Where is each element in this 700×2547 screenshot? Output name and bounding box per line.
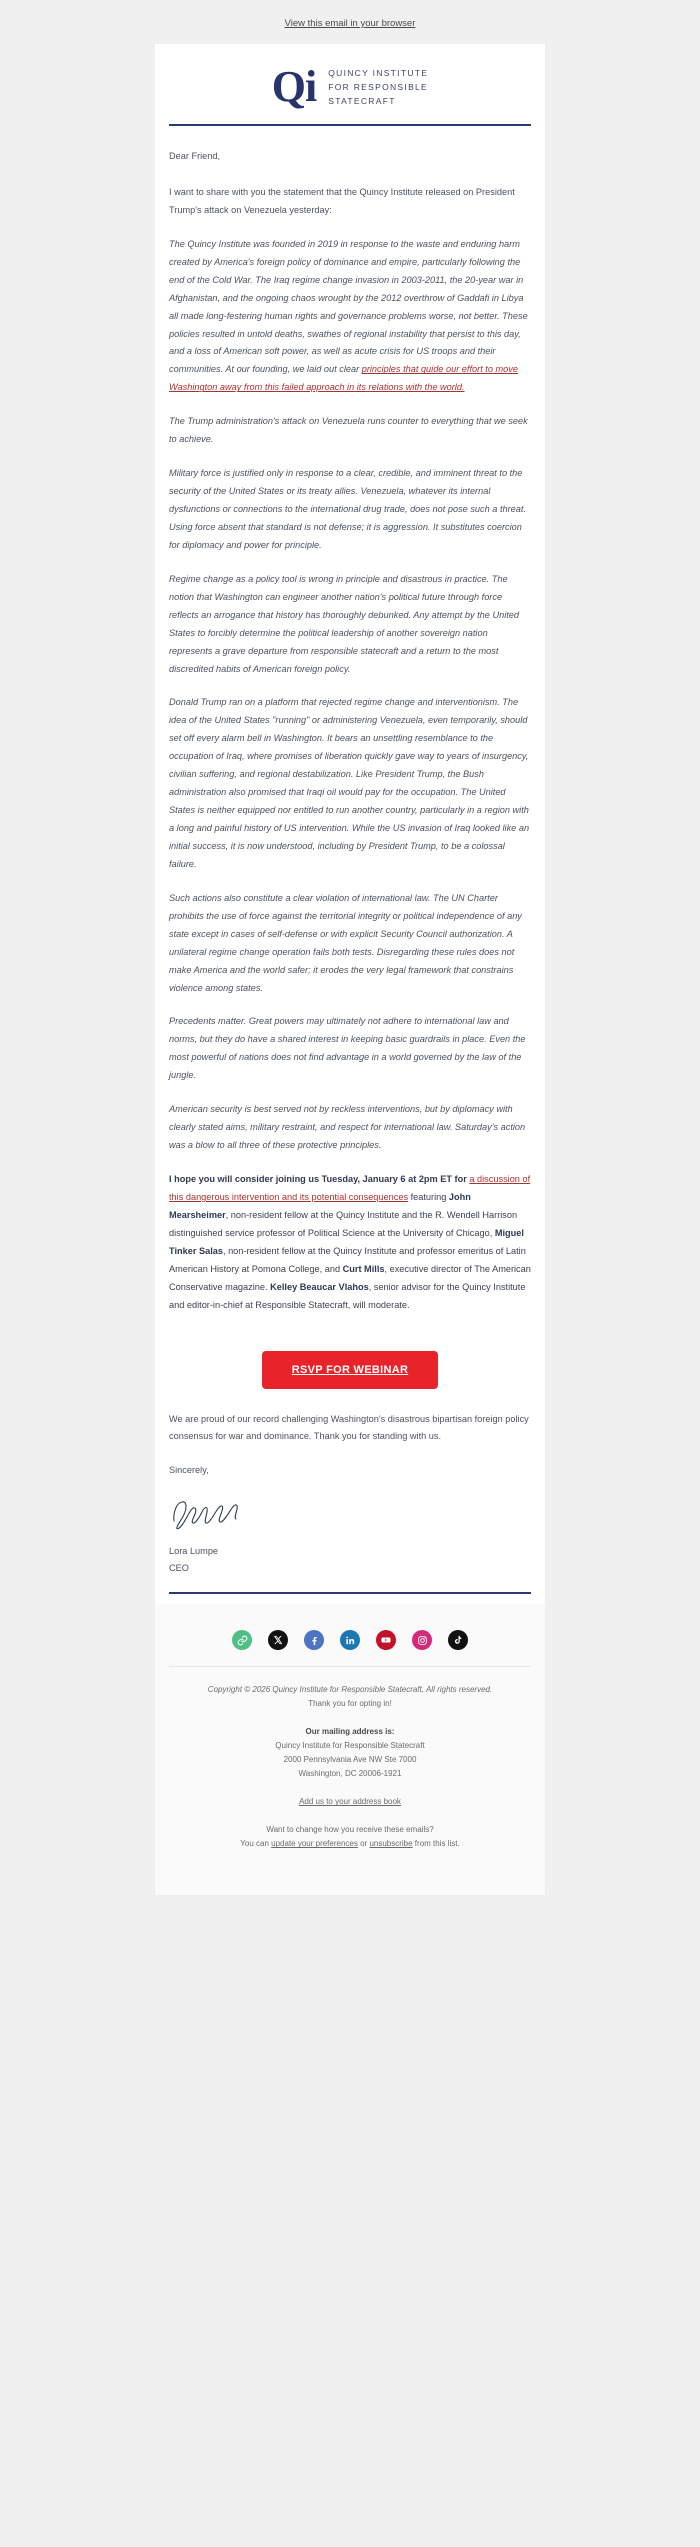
signature-image (169, 1490, 249, 1534)
statement-paragraph-2: The Trump administration's attack on Venezuela runs counter to everything that we seek to achieve. (169, 416, 528, 445)
opt-in-line: Thank you for opting in! (308, 1699, 392, 1709)
sincerely-line: Sincerely, (169, 1465, 209, 1476)
logo-line-1: QUINCY INSTITUTE (328, 68, 429, 78)
footer-thin-divider (169, 1666, 531, 1667)
mailing-address-heading: Our mailing address is: (305, 1727, 395, 1737)
speaker-bio-vlahos: , senior advisor for the Quincy Institute and editor-in-chief at Responsible Statecraft, will moderate. (169, 1281, 526, 1310)
prefs-prefix: You can (240, 1839, 272, 1849)
logo-wordmark (328, 66, 428, 108)
closing-body (155, 1411, 545, 1481)
rsvp-for-webinar-button[interactable]: RSVP FOR WEBINAR (262, 1351, 438, 1389)
quincy-institute-logo-icon: Qi (271, 62, 317, 112)
speaker-name-mills: Curt Mills (342, 1263, 385, 1274)
logo-line-2: FOR RESPONSIBLE (328, 82, 429, 93)
statement-paragraph-6: Such actions also constitute a clear violation of international law. The UN Charter prohibits the use of force against the territorial integrity or political independence of any state except in cases of self-defense or with explicit Security Council authorization. A unilateral regime change operation fails both tests. Disregarding these rules does not make America and the world safer; it erodes the very legal framework that constrains violence among states. (169, 892, 522, 993)
copyright-block (169, 1683, 531, 1711)
webinar-paragraph (169, 1171, 531, 1315)
website-icon[interactable] (232, 1630, 252, 1650)
speaker-bio-tinker-salas: , non-resident fellow at the Quincy Institute and professor emeritus of Latin American History at Pomona College, and (169, 1245, 526, 1274)
statement-paragraph-5: Donald Trump ran on a platform that rejected regime change and interventionism. The idea of the United States "running" or administering Venezuela, even temporarily, should set off every alarm bell in Washington. It bears an unsettling resemblance to the occupation of Iraq, where promises of liberation quickly gave way to years of insurgency, civilian suffering, and regional destabilization. Like President Trump, the Bush administration also promised that Iraqi oil would pay for the occupation. The United States is neither equipped nor entitled to run another country, particularly in a region with a long and painful history of US intervention. While the US invasion of Iraq looked like an initial success, it is now understood, including by President Trump, to be a colossal failure. (169, 697, 530, 869)
speaker-name-tinker-salas: Miguel Tinker Salas (169, 1227, 524, 1256)
intro-paragraph: I want to share with you the statement that the Quincy Institute released on President Trump's attack on Venezuela yesterday: (169, 186, 515, 215)
signer-title: CEO (169, 1562, 189, 1573)
closing-thanks: We are proud of our record challenging Washington's disastrous bipartisan foreign policy consensus for war and dominance. Thank you for standing with us. (169, 1413, 529, 1442)
preferences-line (169, 1837, 531, 1851)
logo-line-3: STATECRAFT (328, 96, 396, 107)
preheader (0, 0, 700, 43)
address-line-1: Quincy Institute for Responsible Statecraft (275, 1741, 425, 1751)
statement-paragraph-8: American security is best served not by reckless interventions, but by diplomacy with clearly stated aims, military restraint, and respect for international law. Saturday's action was a blow to all three of these protective principles. (169, 1104, 526, 1151)
prefs-suffix: from this list. (412, 1839, 460, 1849)
statement-p1-text: The Quincy Institute was founded in 2019 in response to the waste and enduring harm created by America's foreign policy of dominance and empire, particularly following the end of the Cold War. The Iraq regime change invasion in 2003-2011, the 20-year war in Afghanistan, and the ongoing chaos wrought by the 2012 overthrow of Gaddafi in Libya all made long-festering human rights and governance problems worse, not better. These policies resulted in untold deaths, swathes of regional instability that persist to this day, and a loss of American soft power, as well as acute crisis for US troops and their communities. At our founding, we laid out clear (169, 238, 528, 375)
statement-paragraph-7: Precedents matter. Great powers may ultimately not adhere to international law and norms, but they do have a shared interest in keeping basic guardrails in place. Even the most powerful of nations does not find advantage in a world governed by the law of the jungle. (169, 1016, 526, 1081)
prefs-middle: or (357, 1839, 370, 1849)
guiding-principles-link[interactable]: principles that guide our effort to move Washington away from this failed approach in its relations with the world. (169, 364, 518, 393)
preferences-block (169, 1823, 531, 1851)
address-line-2: 2000 Pennsylvania Ave NW Ste 7000 (283, 1755, 417, 1765)
greeting: Dear Friend, (169, 151, 221, 162)
youtube-icon[interactable] (376, 1630, 396, 1650)
email-body-card (154, 43, 546, 1604)
letter-body (155, 126, 545, 1341)
instagram-icon[interactable] (412, 1630, 432, 1650)
speaker-name-vlahos: Kelley Beaucar Vlahos (270, 1281, 369, 1292)
webinar-lead-bold: I hope you will consider joining us Tuesday, January 6 at 2pm ET for (169, 1174, 470, 1185)
facebook-icon[interactable] (304, 1630, 324, 1650)
rsvp-button-wrap (155, 1341, 545, 1411)
webinar-after-link: featuring (408, 1191, 449, 1202)
update-preferences-link[interactable]: update your preferences (271, 1839, 358, 1849)
x-twitter-icon[interactable] (268, 1630, 288, 1650)
social-links-row (169, 1622, 531, 1666)
statement-paragraph-4: Regime change as a policy tool is wrong in principle and disastrous in practice. The notion that Washington can engineer another nation's political future through force reflects an arrogance that history has thoroughly debunked. Any attempt by the United States to forcibly determine the political leadership of another sovereign nation represents a grave departure from responsible statecraft and a return to the most discredited habits of American foreign policy. (169, 573, 520, 674)
signer-name: Lora Lumpe (169, 1546, 219, 1557)
footer-text-block (169, 1683, 531, 1851)
signature-wrap (155, 1484, 545, 1576)
statement-paragraph-3: Military force is justified only in response to a clear, credible, and imminent threat to the security of the United States or its treaty allies. Venezuela, whatever its internal dysfunctions or connections to the international drug trade, does not pose such a threat. Using force absent that standard is not defense; it is aggression. It substitutes coercion for diplomacy and power for principle. (169, 468, 527, 550)
statement-paragraph-1 (169, 236, 531, 397)
footer-rule-wrap (155, 1576, 545, 1594)
address-line-3: Washington, DC 20006-1921 (298, 1769, 402, 1779)
address-book-block (169, 1795, 531, 1809)
logo-row (271, 62, 429, 112)
logo-block (155, 44, 545, 118)
tiktok-icon[interactable] (448, 1630, 468, 1650)
copyright-line: Copyright © 2026 Quincy Institute for Responsible Statecraft, All rights reserved. (207, 1685, 493, 1695)
mailing-address-block (169, 1725, 531, 1781)
speaker-name-mearsheimer: John Mearsheimer (169, 1191, 471, 1220)
add-to-address-book-link[interactable]: Add us to your address book (299, 1797, 401, 1807)
view-in-browser-link[interactable]: View this email in your browser (284, 18, 416, 29)
email-footer-card (154, 1604, 546, 1896)
header-rule-wrap (155, 118, 545, 126)
webinar-discussion-link[interactable]: a discussion of this dangerous intervention and its potential consequences (169, 1174, 531, 1202)
linkedin-icon[interactable] (340, 1630, 360, 1650)
speaker-bio-mills: , executive director of The American Conservative magazine. (169, 1263, 531, 1292)
change-emails-line: Want to change how you receive these emails? (266, 1825, 434, 1835)
bottom-spacer (155, 1594, 545, 1604)
unsubscribe-link[interactable]: unsubscribe (369, 1839, 413, 1849)
speaker-bio-mearsheimer: , non-resident fellow at the Quincy Institute and the R. Wendell Harrison distinguished service professor of Political Science at the University of Chicago, (169, 1209, 518, 1238)
